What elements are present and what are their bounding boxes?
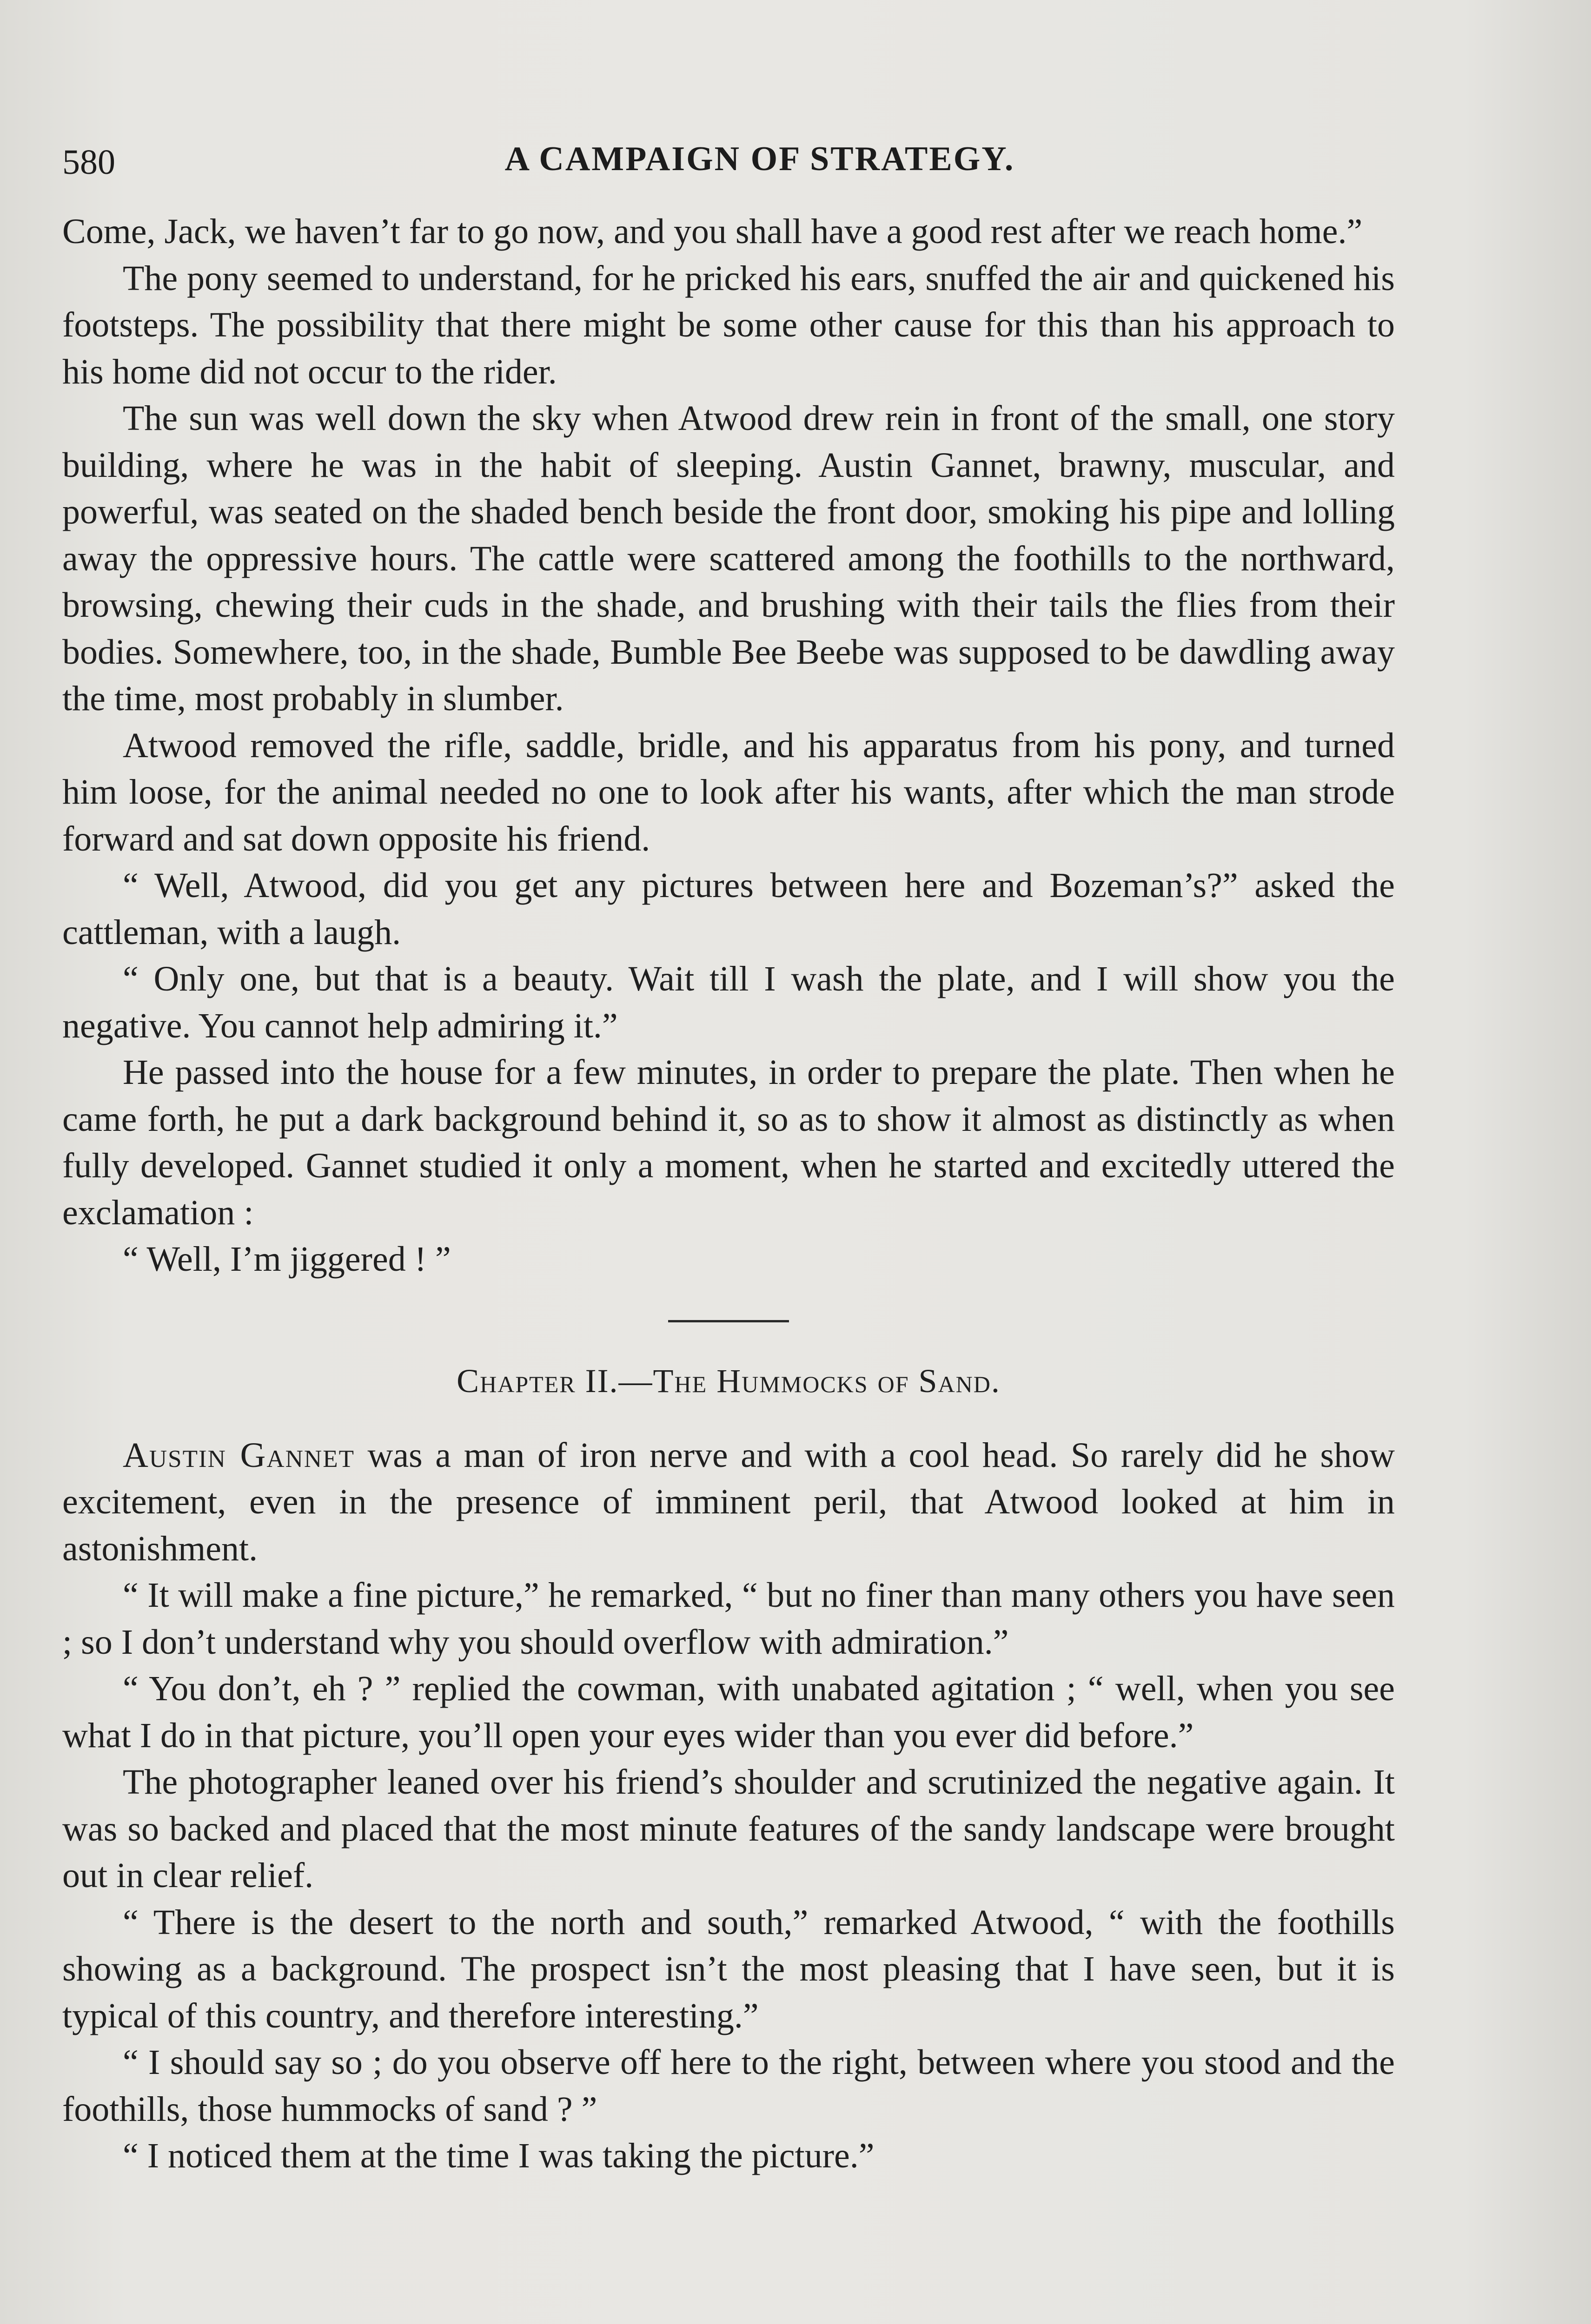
chapter-first-paragraph-text: was a man of iron nerve and with a cool head. So rarely did he show excitement, even in the presence of imminent peril, that Atwood looked at him in astonishment. — [62, 1435, 1395, 1568]
paragraph: “ I noticed them at the time I was taking the picture.” — [123, 2136, 875, 2175]
paragraph: He passed into the house for a few minutes, in order to prepare the plate. Then when he came forth, he put a dark background behind it, so as to show it almost as distinctly as when fully developed. Gannet studied it only a moment, when he started and excitedly uttered the exclamation : — [62, 1053, 1395, 1232]
section-divider — [668, 1320, 789, 1322]
paragraph: “ Only one, but that is a beauty. Wait till I wash the plate, and I will show you the negative. You cannot help admiring it.” — [62, 959, 1395, 1045]
running-head — [62, 139, 1457, 191]
paragraph: The photographer leaned over his friend’s shoulder and scrutinized the negative again. It was so backed and placed that the most minute features of the sandy landscape were brought out in clear relief. — [62, 1763, 1395, 1895]
paragraph: “ It will make a fine picture,” he remarked, “ but no finer than many others you have seen ; so I don’t understand why you should overflow with admiration.” — [62, 1576, 1395, 1662]
chapter-first-paragraph — [62, 1432, 1395, 1572]
body-text — [62, 208, 1395, 2179]
chapter-heading: Chapter II.—The Hummocks of Sand. — [457, 1362, 1001, 1400]
chapter-lead-in: Austin Gannet — [123, 1435, 355, 1475]
running-title: A CAMPAIGN OF STRATEGY. — [504, 140, 1015, 178]
paragraph: Come, Jack, we haven’t far to go now, and you shall have a good rest after we reach home.” — [62, 212, 1363, 251]
paragraph: “ I should say so ; do you observe off here to the right, between where you stood and the foothills, those hummocks of sand ? ” — [62, 2043, 1395, 2129]
paragraph: The pony seemed to understand, for he pricked his ears, snuffed the air and quickened his footsteps. The possibility that there might be some other cause for this than his approach to his home did not occur to the rider. — [62, 258, 1395, 391]
paragraph: “ Well, Atwood, did you get any pictures between here and Bozeman’s?” asked the cattleman, with a laugh. — [62, 866, 1395, 952]
paragraph: The sun was well down the sky when Atwood drew rein in front of the small, one story building, where he was in the habit of sleeping. Austin Gannet, brawny, muscular, and powerful, was seated on the shaded bench beside the front door, smoking his pipe and lolling away the oppressive hours. The cattle were scattered among the foothills to the northward, browsing, chewing their cuds in the shade, and brushing with their tails the flies from their bodies. Somewhere, too, in the shade, Bumble Bee Beebe was supposed to be dawdling away the time, most probably in slumber. — [62, 399, 1395, 718]
paragraph: “ There is the desert to the north and south,” remarked Atwood, “ with the foothills showing as a background. The prospect isn’t the most pleasing that I have seen, but it is typical of this country, and therefore interesting.” — [62, 1902, 1395, 2035]
paragraph: “ You don’t, eh ? ” replied the cowman, with unabated agitation ; “ well, when you see what I do in that picture, you’ll open your eyes wider than you ever did before.” — [62, 1669, 1395, 1755]
paragraph: Atwood removed the rifle, saddle, bridle, and his apparatus from his pony, and turned him loose, for the animal needed no one to look after his wants, after which the man strode forward and sat down opposite his friend. — [62, 726, 1395, 858]
page-number: 580 — [62, 143, 115, 182]
paragraph: “ Well, I’m jiggered ! ” — [123, 1240, 451, 1279]
